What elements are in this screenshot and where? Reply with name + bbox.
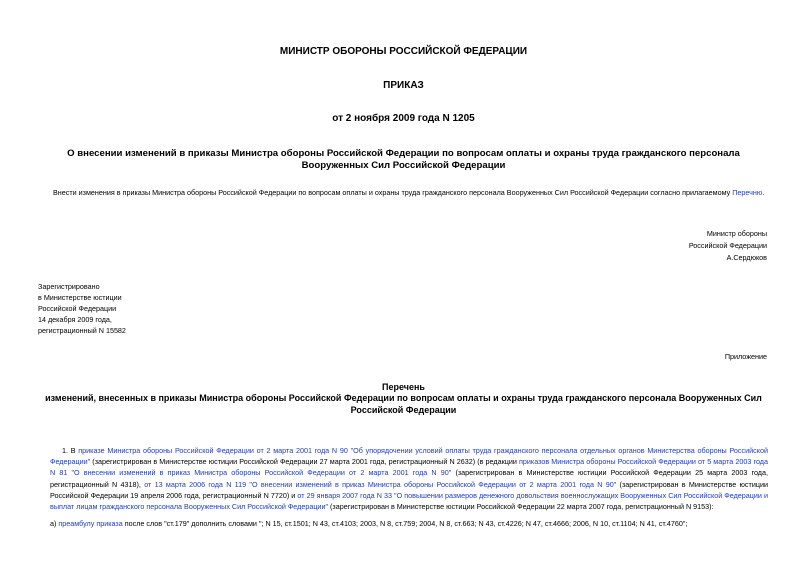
appendix-title: Перечень: [382, 382, 425, 392]
intro-paragraph: [53, 188, 764, 197]
registration-line: Российской Федерации: [38, 304, 117, 313]
registration-block: [38, 281, 126, 336]
signature-name: А.Сердюков: [726, 253, 767, 262]
appendix-label: Приложение: [724, 352, 767, 361]
item-1-text: (зарегистрирован в Министерстве юстиции Российской Федерации 19 апреля 2006 года, регистрационный N 7720) и: [50, 479, 768, 500]
signature-country: Российской Федерации: [688, 241, 767, 250]
preamble-link[interactable]: преамбулу приказа: [58, 519, 123, 528]
order-119-link[interactable]: от 13 марта 2006 года N 119 "О внесении изменений в приказ Министра обороны Российской Федерации от 2 марта 2001 года N 90": [144, 479, 617, 489]
item-a-text: а): [50, 519, 59, 528]
registration-line: Зарегистрировано: [38, 282, 100, 291]
doc-type-heading: ПРИКАЗ: [383, 80, 424, 91]
order-90-link[interactable]: приказе Министра обороны Российской Федерации от 2 марта 2001 года N 90 "Об упорядочении условий оплаты труда гражданского персонала отдельных органов Министерства обороны Российской Федерации": [50, 446, 768, 467]
registration-line: в Министерстве юстиции: [38, 293, 122, 302]
signature-block: [689, 228, 767, 264]
order-81-link[interactable]: приказов Министра обороны Российской Федерации от 5 марта 2003 года N 81 "О внесении изменений в приказ Министра обороны Российской Федерации от 2 марта 2001 года N 90": [50, 457, 768, 478]
item-a-text: после слов "ст.179" дополнить словами "; N 15, ст.1501; N 43, ст.4103; 2003, N 8, ст.759; 2004, N 8, ст.663; N 43, ст.4226; N 47, ст.4666; 2006, N 10, ст.1104; N 41, ст.4760";: [122, 519, 688, 528]
item-1-text: 1. В: [62, 446, 79, 455]
item-a-paragraph: [50, 518, 768, 529]
registration-line: регистрационный N 15582: [38, 326, 126, 335]
appendix-subtitle: изменений, внесенных в приказы Министра обороны Российской Федерации по вопросам оплаты и охраны труда гражданского персонала Вооруженных Сил Российской Федерации: [45, 393, 762, 415]
intro-text: Внести изменения в приказы Министра обороны Российской Федерации по вопросам оплаты и охраны труда гражданского персонала Вооруженных Сил Российской Федерации согласно прилагаемому: [53, 188, 733, 197]
signature-title: Министр обороны: [706, 229, 767, 238]
list-link[interactable]: Перечню: [732, 188, 763, 197]
order-33-link[interactable]: от 29 января 2007 года N 33 "О повышении размеров денежного довольствия военнослужащих Вооруженных Сил Российской Федерации и выплат лицам гражданского персонала Вооруженных Сил Российской Федерации": [50, 490, 769, 512]
ministry-heading: МИНИСТР ОБОРОНЫ РОССИЙСКОЙ ФЕДЕРАЦИИ: [279, 46, 528, 57]
intro-end: .: [762, 188, 765, 197]
item-1-text: (зарегистрирован в Министерстве юстиции Российской Федерации 25 марта 2003 года, регистрационный N 4318),: [50, 468, 768, 489]
document-title: О внесении изменений в приказы Министра обороны Российской Федерации по вопросам оплаты и охраны труда гражданского персонала Вооруженных Сил Российской Федерации: [67, 148, 740, 171]
date-number: от 2 ноября 2009 года N 1205: [332, 113, 475, 124]
registration-line: 14 декабря 2009 года,: [38, 315, 112, 324]
item-1-text: (зарегистрирован в Министерстве юстиции Российской Федерации 22 марта 2007 года, регистрационный N 9153):: [328, 502, 714, 512]
item-1-text: (зарегистрирован в Министерстве юстиции Российской Федерации 27 марта 2001 года, регистрационный N 2632) (в редакции: [90, 457, 519, 467]
item-1-paragraph: [50, 445, 768, 512]
